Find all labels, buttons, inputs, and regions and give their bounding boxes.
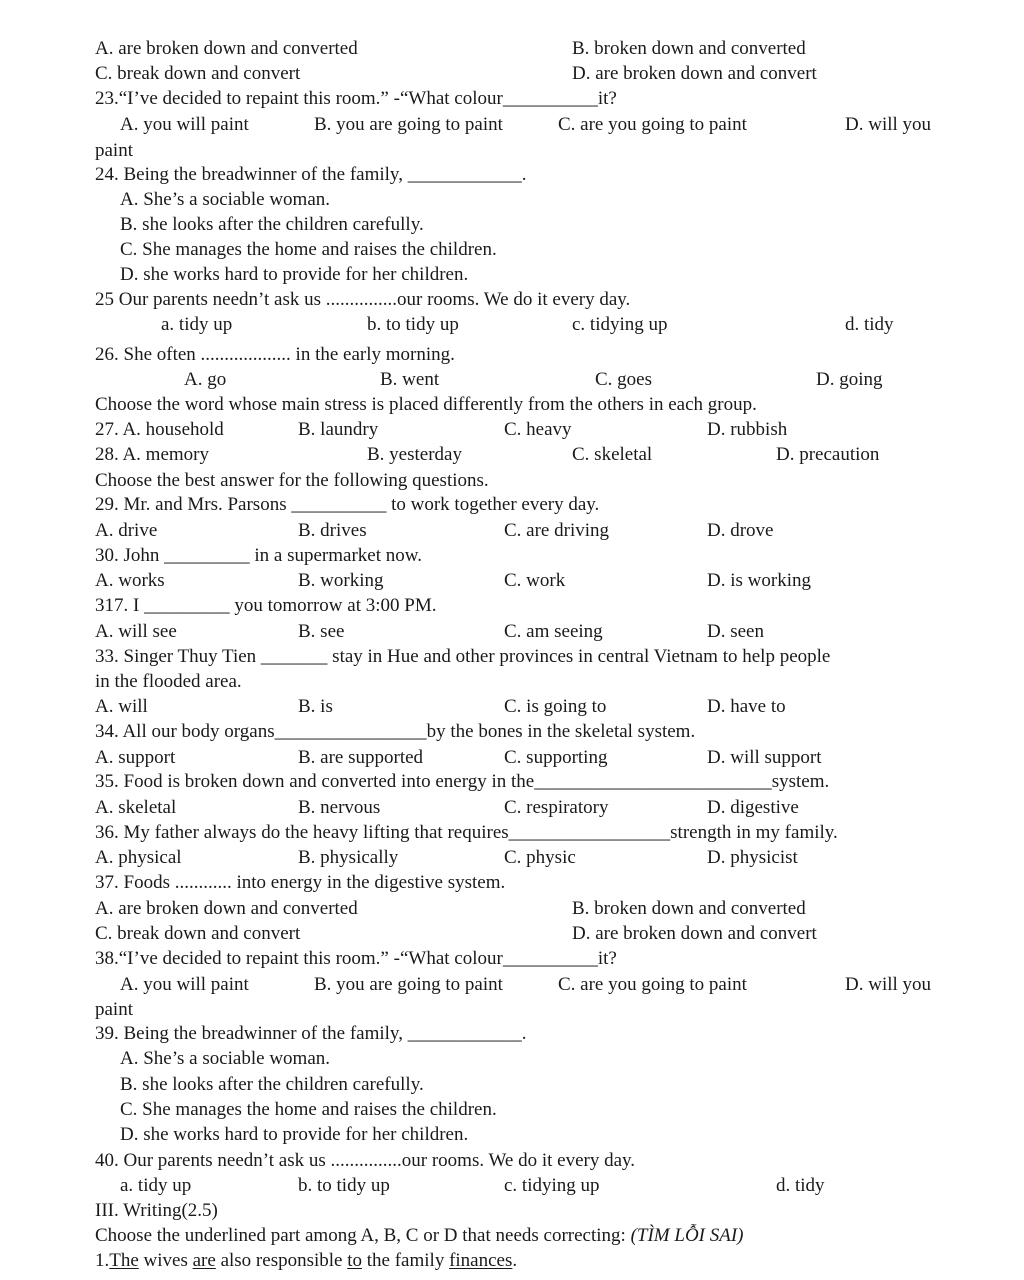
underlined-part-d: finances [449, 1250, 513, 1271]
text-line: D. she works hard to provide for her children. [120, 264, 469, 285]
text-line: Choose the word whose main stress is placed differently from the others in each group. [95, 394, 757, 415]
text-line: A. support [95, 747, 176, 768]
text-line: 33. Singer Thuy Tien _______ stay in Hue and other provinces in central Vietnam to help people [95, 646, 831, 667]
answer-option: d. tidy [845, 314, 894, 335]
text-line: 24. Being the breadwinner of the family, ____________. [95, 164, 527, 185]
answer-option: B. broken down and converted [572, 898, 806, 919]
answer-option: C. respiratory [504, 797, 609, 818]
answer-option: C. supporting [504, 747, 608, 768]
text-line: A. She’s a sociable woman. [120, 1048, 331, 1069]
answer-option: b. to tidy up [367, 314, 459, 335]
text-line: A. works [95, 570, 165, 591]
underlined-part-a: The [109, 1250, 139, 1271]
underlined-part-c: to [347, 1250, 363, 1271]
answer-option: B. broken down and converted [572, 38, 806, 59]
error-correction-instruction [95, 1225, 744, 1247]
text-line: A. you will paint [120, 974, 249, 995]
text-line: B. she looks after the children carefully. [120, 1074, 424, 1095]
text-line: A. skeletal [95, 797, 177, 818]
text-line: A. physical [95, 847, 182, 868]
answer-option: C. am seeing [504, 621, 603, 642]
answer-option: B. see [298, 621, 345, 642]
answer-option: C. are driving [504, 520, 610, 541]
text-line: 38.“I’ve decided to repaint this room.” -“What colour__________it? [95, 948, 617, 969]
text-line: 23.“I’ve decided to repaint this room.” -“What colour__________it? [95, 88, 617, 109]
text-line: A. will [95, 696, 148, 717]
text-line: 26. She often ................... in the early morning. [95, 344, 455, 365]
text-line: C. break down and convert [95, 63, 301, 84]
answer-option: C. are you going to paint [558, 974, 747, 995]
text-line: A. are broken down and converted [95, 898, 358, 919]
answer-option: B. nervous [298, 797, 381, 818]
answer-option: B. physically [298, 847, 399, 868]
text-line: A. go [184, 369, 227, 390]
text-line: 39. Being the breadwinner of the family, ____________. [95, 1023, 527, 1044]
answer-option: B. are supported [298, 747, 424, 768]
answer-option: D. have to [707, 696, 786, 717]
answer-option: c. tidying up [504, 1175, 600, 1196]
answer-option: D. are broken down and convert [572, 923, 817, 944]
answer-option: C. goes [595, 369, 652, 390]
underlined-part-b: are [192, 1250, 216, 1271]
text-line: C. She manages the home and raises the children. [120, 1099, 497, 1120]
answer-option: b. to tidy up [298, 1175, 390, 1196]
answer-option: d. tidy [776, 1175, 825, 1196]
text-line: A. you will paint [120, 114, 249, 135]
answer-option: D. drove [707, 520, 774, 541]
text-line: C. break down and convert [95, 923, 301, 944]
sentence-text: . [512, 1250, 518, 1271]
answer-option: C. is going to [504, 696, 607, 717]
answer-option: B. laundry [298, 419, 379, 440]
sentence-number: 1. [95, 1250, 110, 1271]
answer-option: D. rubbish [707, 419, 788, 440]
answer-option: B. yesterday [367, 444, 462, 465]
answer-option: D. are broken down and convert [572, 63, 817, 84]
sentence-text: the family [362, 1250, 450, 1271]
text-line: paint [95, 999, 133, 1020]
text-line: in the flooded area. [95, 671, 242, 692]
answer-option: D. precaution [776, 444, 880, 465]
sentence-text: wives [138, 1250, 193, 1271]
text-line: B. she looks after the children carefully. [120, 214, 424, 235]
answer-option: D. digestive [707, 797, 799, 818]
text-line: A. She’s a sociable woman. [120, 189, 331, 210]
text-line: III. Writing(2.5) [95, 1200, 218, 1221]
text-line: 317. I _________ you tomorrow at 3:00 PM. [95, 595, 437, 616]
text-line: 34. All our body organs________________by the bones in the skeletal system. [95, 721, 696, 742]
text-line: A. drive [95, 520, 158, 541]
answer-option: B. went [380, 369, 440, 390]
text-line: 35. Food is broken down and converted into energy in the_________________________system. [95, 771, 830, 792]
text-line: C. She manages the home and raises the children. [120, 239, 497, 260]
text-line: Choose the best answer for the following questions. [95, 470, 489, 491]
answer-option: D. is working [707, 570, 811, 591]
answer-option: D. physicist [707, 847, 798, 868]
text-line: 28. A. memory [95, 444, 209, 465]
answer-option: D. will support [707, 747, 822, 768]
text-line: 30. John _________ in a supermarket now. [95, 545, 422, 566]
text-line: 25 Our parents needn’t ask us ...............our rooms. We do it every day. [95, 289, 631, 310]
answer-option: C. are you going to paint [558, 114, 747, 135]
error-sentence-1 [95, 1250, 517, 1272]
answer-option: D. seen [707, 621, 764, 642]
answer-option: C. skeletal [572, 444, 653, 465]
text-line: a. tidy up [161, 314, 233, 335]
text-line: A. are broken down and converted [95, 38, 358, 59]
text-line: 29. Mr. and Mrs. Parsons __________ to work together every day. [95, 494, 600, 515]
answer-option: C. physic [504, 847, 576, 868]
answer-option: C. work [504, 570, 566, 591]
text-line: 36. My father always do the heavy lifting that requires_________________strength in my family. [95, 822, 838, 843]
text-line: 37. Foods ............ into energy in the digestive system. [95, 872, 506, 893]
text-line: 40. Our parents needn’t ask us ...............our rooms. We do it every day. [95, 1150, 636, 1171]
answer-option: B. working [298, 570, 384, 591]
instruction-text: Choose the underlined part among A, B, C or D that needs correcting: [95, 1225, 631, 1246]
answer-option: B. you are going to paint [314, 114, 503, 135]
answer-option: B. you are going to paint [314, 974, 503, 995]
answer-option: B. drives [298, 520, 367, 541]
text-line: paint [95, 140, 133, 161]
answer-option: D. going [816, 369, 883, 390]
answer-option: B. is [298, 696, 333, 717]
text-line: a. tidy up [120, 1175, 192, 1196]
answer-option: c. tidying up [572, 314, 668, 335]
text-line: 27. A. household [95, 419, 224, 440]
sentence-text: also responsible [215, 1250, 348, 1271]
answer-option: D. will you [845, 974, 932, 995]
text-line: D. she works hard to provide for her children. [120, 1124, 469, 1145]
instruction-italic: (TÌM LỖI SAI) [630, 1225, 744, 1246]
text-line: A. will see [95, 621, 177, 642]
answer-option: D. will you [845, 114, 932, 135]
answer-option: C. heavy [504, 419, 572, 440]
